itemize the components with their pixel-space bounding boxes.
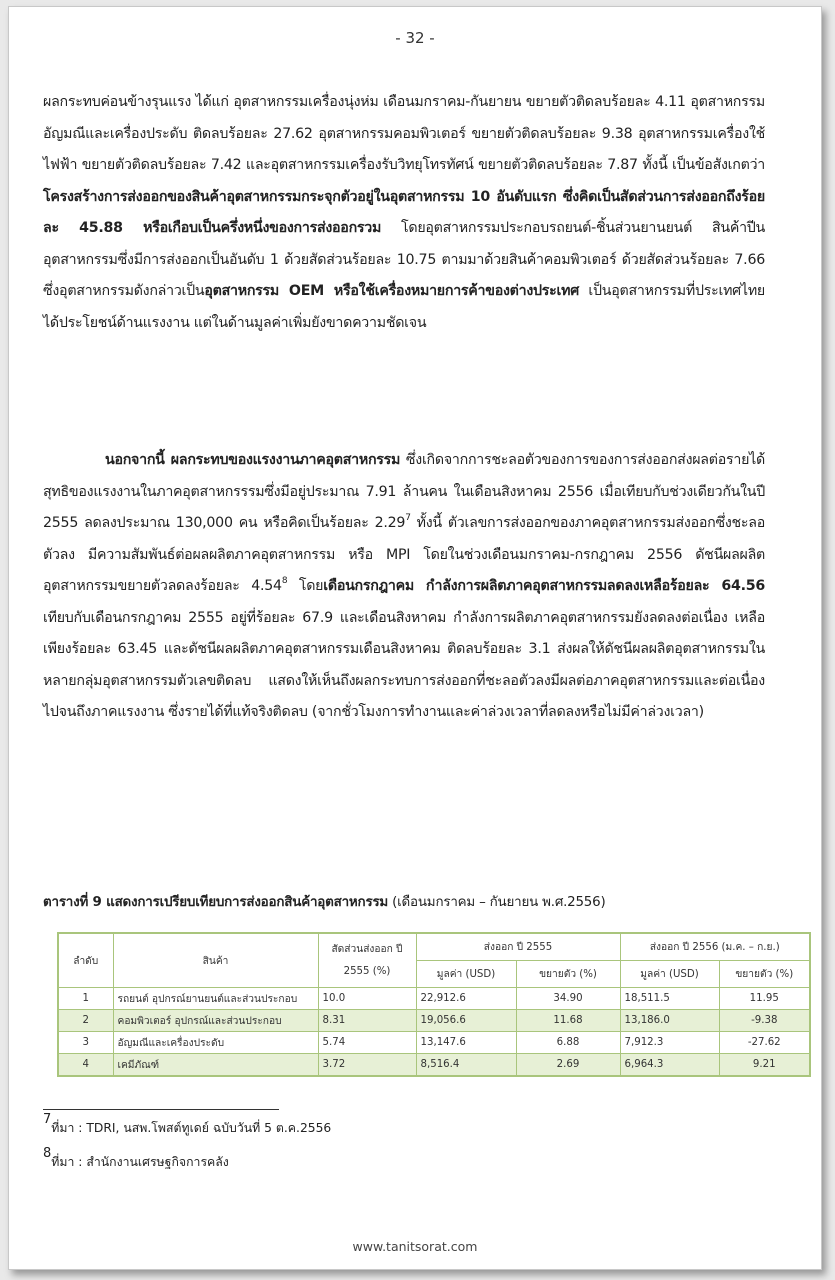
table-row <box>58 1010 810 1032</box>
cell-value-2556: 6,964.3 <box>620 1054 719 1077</box>
cell-value-2555: 22,912.6 <box>416 988 516 1010</box>
cell-rank: 2 <box>58 1010 113 1032</box>
footnote-mark: 7 <box>43 1112 52 1127</box>
cell-rank: 1 <box>58 988 113 1010</box>
table-caption-period: (เดือนมกราคม – กันยายน พ.ศ.2556) <box>388 895 606 910</box>
paragraph-text: โดย <box>287 578 324 594</box>
paragraph-bold-text: นอกจากนี้ ผลกระทบของแรงงานภาคอุตสาหกรรม <box>105 452 401 468</box>
paragraph-text: ทั้งนี้ ตัวเลขการส่งออกของภาคอุตสาหกรรมส่งออกซึ่งชะลอตัวลง มีความสัมพันธ์ต่อผลผลิตภาคอุตสาหกรรม หรือ MPI โดยในช่วงเดือนมกราคม-กรกฎาคม 2556 ดัชนีผลผลิตอุตสาหกรรมขยายตัวลดลงร้อยละ 4.54 <box>43 515 765 594</box>
footer-url[interactable]: www.tanitsorat.com <box>352 1239 478 1254</box>
cell-growth-2555: 2.69 <box>516 1054 620 1077</box>
cell-growth-2555: 6.88 <box>516 1032 620 1054</box>
footnote-prefix: ที่มา : <box>51 1155 87 1169</box>
cell-rank: 4 <box>58 1054 113 1077</box>
paragraph-bold-text: โครงสร้างการส่งออกของสินค้าอุตสาหกรรมกระจุกตัวอยู่ในอุตสาหกรรม 10 อันดับแรก ซึ่งคิดเป็นสัดส่วนการส่งออกถึงร้อยละ 45.88 หรือเกือบเป็นครึ่งหนึ่งของการส่งออกรวม <box>43 188 765 236</box>
paragraph-text: เทียบกับเดือนกรกฎาคม 2555 อยู่ที่ร้อยละ 67.9 และเดือนสิงหาคม กำลังการผลิตภาคอุตสาหกรรมยังลดลงต่อเนื่อง เหลือเพียงร้อยละ 63.45 และดัชนีผลผลิตภาคอุตสาหกรรมเดือนสิงหาคม ติดลบร้อยละ 3.1 ส่งผลให้ดัชนีผลผลิตอุตสาหกรรมในหลายกลุ่มอุตสาหกรรมตัวเลขติดลบ แสดงให้เห็นถึงผลกระทบการส่งออกที่ชะลอตัวลงมีผลต่อภาคอุตสาหกรรมและต่อเนื่องไปจนถึงภาคแรงงาน ซึ่งรายได้ที่แท้จริงติดลบ (จากชั่วโมงการทำงานและค่าล่วงเวลาที่ลดลงหรือไม่มีค่าล่วงเวลา) <box>43 609 765 720</box>
footnote-rest: นสพ.โพสต์ทูเดย์ ฉบับวันที่ 5 ต.ค.2556 <box>119 1121 332 1135</box>
table-row <box>58 1032 810 1054</box>
table-caption <box>43 891 803 912</box>
table-row <box>58 988 810 1010</box>
cell-value-2555: 8,516.4 <box>416 1054 516 1077</box>
cell-product: รถยนต์ อุปกรณ์ยานยนต์และส่วนประกอบ <box>113 988 318 1010</box>
paragraph-export-impact <box>43 87 765 339</box>
footnote-ref-7[interactable]: 7 <box>405 513 411 523</box>
export-comparison-table <box>57 932 811 1077</box>
header-export-2555: ส่งออก ปี 2555 <box>416 933 620 961</box>
header-growth-2556: ขยายตัว (%) <box>719 961 810 988</box>
cell-rank: 3 <box>58 1032 113 1054</box>
header-export-2556: ส่งออก ปี 2556 (ม.ค. – ก.ย.) <box>620 933 810 961</box>
cell-growth-2556: -27.62 <box>719 1032 810 1054</box>
cell-value-2556: 18,511.5 <box>620 988 719 1010</box>
header-share: สัดส่วนส่งออก ปี 2555 (%) <box>318 933 416 988</box>
cell-growth-2555: 34.90 <box>516 988 620 1010</box>
footnote-mark: 8 <box>43 1146 52 1161</box>
paragraph-text: เป็นอุตสาหกรรมที่ประเทศไทยได้ประโยชน์ด้านแรงงาน แต่ในด้านมูลค่าเพิ่มยังขาดความชัดเจน <box>43 283 765 331</box>
cell-growth-2556: -9.38 <box>719 1010 810 1032</box>
cell-share: 5.74 <box>318 1032 416 1054</box>
footnote-7 <box>43 1112 332 1138</box>
cell-growth-2556: 9.21 <box>719 1054 810 1077</box>
cell-product: อัญมณีและเครื่องประดับ <box>113 1032 318 1054</box>
cell-share: 3.72 <box>318 1054 416 1077</box>
footnote-ref-8[interactable]: 8 <box>281 576 288 586</box>
cell-value-2556: 13,186.0 <box>620 1010 719 1032</box>
cell-product: คอมพิวเตอร์ อุปกรณ์และส่วนประกอบ <box>113 1010 318 1032</box>
footnote-prefix: ที่มา : <box>51 1121 87 1135</box>
footnote-8 <box>43 1146 229 1172</box>
paragraph-text: โดยอุตสาหกรรมประกอบรถยนต์-ชิ้นส่วนยานยนต์ สินค้าปีนอุตสาหกรรมซึ่งมีการส่งออกเป็นอันดับ 1 ด้วยสัดส่วนร้อยละ 10.75 ตามมาด้วยสินค้าคอมพิวเตอร์ ด้วยสัดส่วนร้อยละ 7.66 ซึ่งอุตสาหกรรมดังกล่าวเป็น <box>43 220 765 299</box>
cell-growth-2556: 11.95 <box>719 988 810 1010</box>
header-value-2555: มูลค่า (USD) <box>416 961 516 988</box>
cell-value-2556: 7,912.3 <box>620 1032 719 1054</box>
page-frame <box>8 6 822 1270</box>
footnote-divider <box>43 1109 279 1110</box>
table-caption-title: ตารางที่ 9 แสดงการเปรียบเทียบการส่งออกสินค้าอุตสาหกรรม <box>43 895 389 910</box>
paragraph-text: ซึ่งเกิดจากการชะลอตัวของการของการส่งออกส่งผลต่อรายได้สุทธิของแรงงานในภาคอุตสาหกรรรมซึ่งมีอยู่ประมาณ 7.91 ล้านคน ในเดือนสิงหาคม 2556 เมื่อเทียบกับช่วงเดียวกันในปี 2555 ลดลงประมาณ 130,000 คน หรือคิดเป็นร้อยละ 2.29 <box>43 452 765 531</box>
paragraph-bold-text: อุตสาหกรรม OEM หรือใช้เครื่องหมายการค้าของต่างประเทศ <box>204 283 579 299</box>
cell-share: 8.31 <box>318 1010 416 1032</box>
header-rank: ลำดับ <box>58 933 113 988</box>
paragraph-bold-text: เดือนกรกฎาคม กำลังการผลิตภาคอุตสาหกรรมลดลงเหลือร้อยละ 64.56 <box>323 578 765 594</box>
cell-share: 10.0 <box>318 988 416 1010</box>
footnote-source: สำนักงานเศรษฐกิจการคลัง <box>86 1155 229 1169</box>
cell-value-2555: 19,056.6 <box>416 1010 516 1032</box>
cell-product: เคมีภัณฑ์ <box>113 1054 318 1077</box>
header-value-2556: มูลค่า (USD) <box>620 961 719 988</box>
cell-value-2555: 13,147.6 <box>416 1032 516 1054</box>
paragraph-text: ผลกระทบค่อนข้างรุนแรง ได้แก่ อุตสาหกรรมเครื่องนุ่งห่ม เดือนมกราคม-กันยายน ขยายตัวติดลบร้อยละ 4.11 อุตสาหกรรมอัญมณีและเครื่องประดับ ติดลบร้อยละ 27.62 อุตสาหกรรมคอมพิวเตอร์ ขยายตัวติดลบร้อยละ 9.38 อุตสาหกรรมเครื่องใช้ไฟฟ้า ขยายตัวติดลบร้อยละ 7.42 และอุตสาหกรรมเครื่องรับวิทยุโทรทัศน์ ขยายตัวติดลบร้อยละ 7.87 ทั้งนี้ เป็นข้อสังเกตว่า <box>43 94 765 173</box>
cell-growth-2555: 11.68 <box>516 1010 620 1032</box>
table-row <box>58 1054 810 1077</box>
footnote-source: TDRI, <box>86 1121 120 1135</box>
header-growth-2555: ขยายตัว (%) <box>516 961 620 988</box>
page-number: - 32 - <box>395 29 435 47</box>
paragraph-labor-impact <box>43 445 765 729</box>
header-product: สินค้า <box>113 933 318 988</box>
